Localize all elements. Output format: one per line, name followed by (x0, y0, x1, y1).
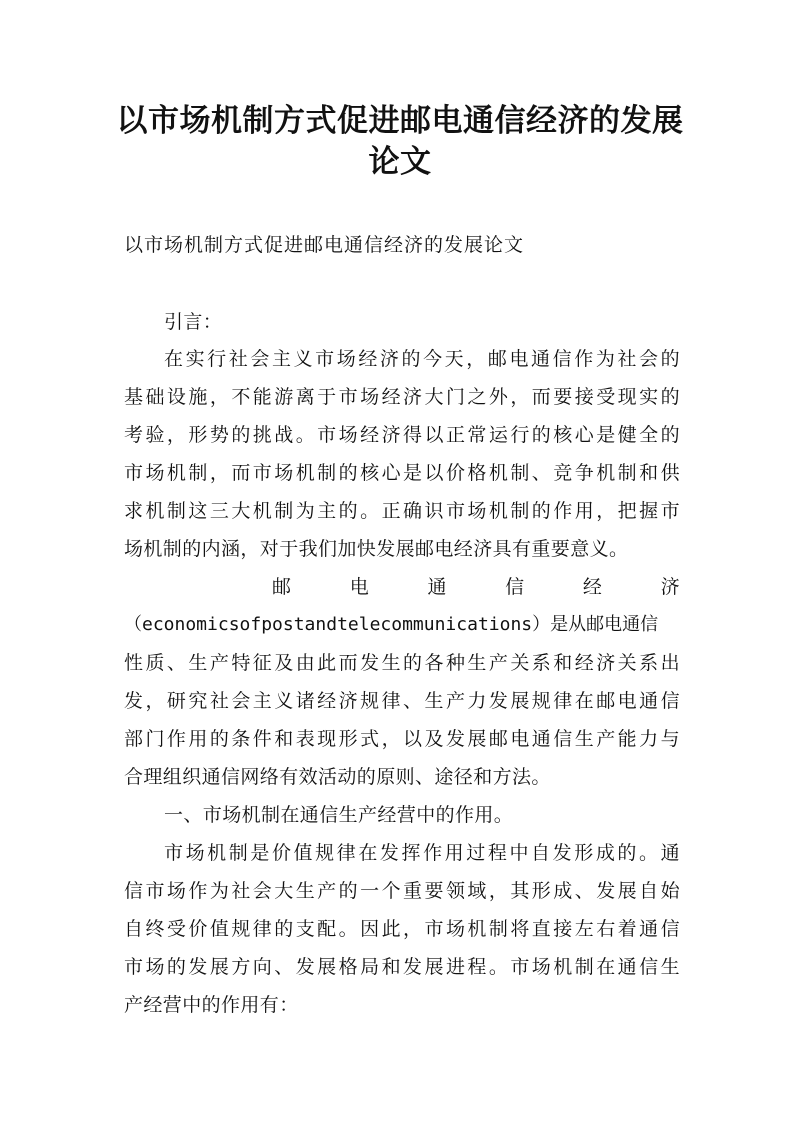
paragraph-line: 基础设施，不能游离于市场经济大门之外，而要接受现实的 (124, 386, 680, 408)
paragraph-line-english-term: （economicsofpostandtelecommunications）是从邮电通信 (124, 614, 659, 635)
paragraph-line: 性质、生产特征及由此而发生的各种生产关系和经济关系出 (124, 652, 680, 674)
paragraph-line: 市场机制是价值规律在发挥作用过程中自发形成的。通 (164, 842, 680, 864)
paragraph-line: 考验，形势的挑战。市场经济得以正常运行的核心是健全的 (124, 424, 680, 446)
spread-char: 邮 (272, 576, 292, 598)
paragraph-line: 合理组织通信网络有效活动的原则、途径和方法。 (124, 766, 551, 788)
section-heading: 一、市场机制在通信生产经营中的作用。 (164, 804, 514, 826)
document-title-line-2: 论文 (368, 144, 432, 180)
spread-char: 经 (582, 576, 603, 598)
document-title-line-1: 以市场机制方式促进邮电通信经济的发展 (116, 103, 684, 139)
paragraph-line: 场机制的内涵，对于我们加快发展邮电经济具有重要意义。 (124, 538, 629, 560)
paragraph-line: 自终受价值规律的支配。因此，市场机制将直接左右着通信 (124, 918, 680, 940)
paragraph-line: 发，研究社会主义诸经济规律、生产力发展规律在邮电通信 (124, 690, 680, 712)
spread-term-line (272, 568, 680, 606)
spread-char: 通 (427, 576, 447, 598)
spread-char: 济 (660, 576, 680, 598)
paragraph-line: 在实行社会主义市场经济的今天，邮电通信作为社会的 (164, 348, 680, 370)
paragraph-line: 市场机制，而市场机制的核心是以价格机制、竞争机制和供 (124, 462, 680, 484)
paragraph-line: 产经营中的作用有： (124, 994, 299, 1016)
paragraph-line: 信市场作为社会大生产的一个重要领域，其形成、发展自始 (124, 880, 680, 902)
intro-heading: 引言： (164, 311, 223, 333)
paragraph-line: 部门作用的条件和表现形式，以及发展邮电通信生产能力与 (124, 728, 680, 750)
spread-char: 电 (349, 576, 370, 598)
paragraph-line: 市场的发展方向、发展格局和发展进程。市场机制在通信生 (124, 956, 680, 978)
paragraph-line: 求机制这三大机制为主的。正确识市场机制的作用，把握市 (124, 500, 680, 522)
spread-char: 信 (505, 576, 525, 598)
document-subtitle: 以市场机制方式促进邮电通信经济的发展论文 (124, 234, 525, 256)
